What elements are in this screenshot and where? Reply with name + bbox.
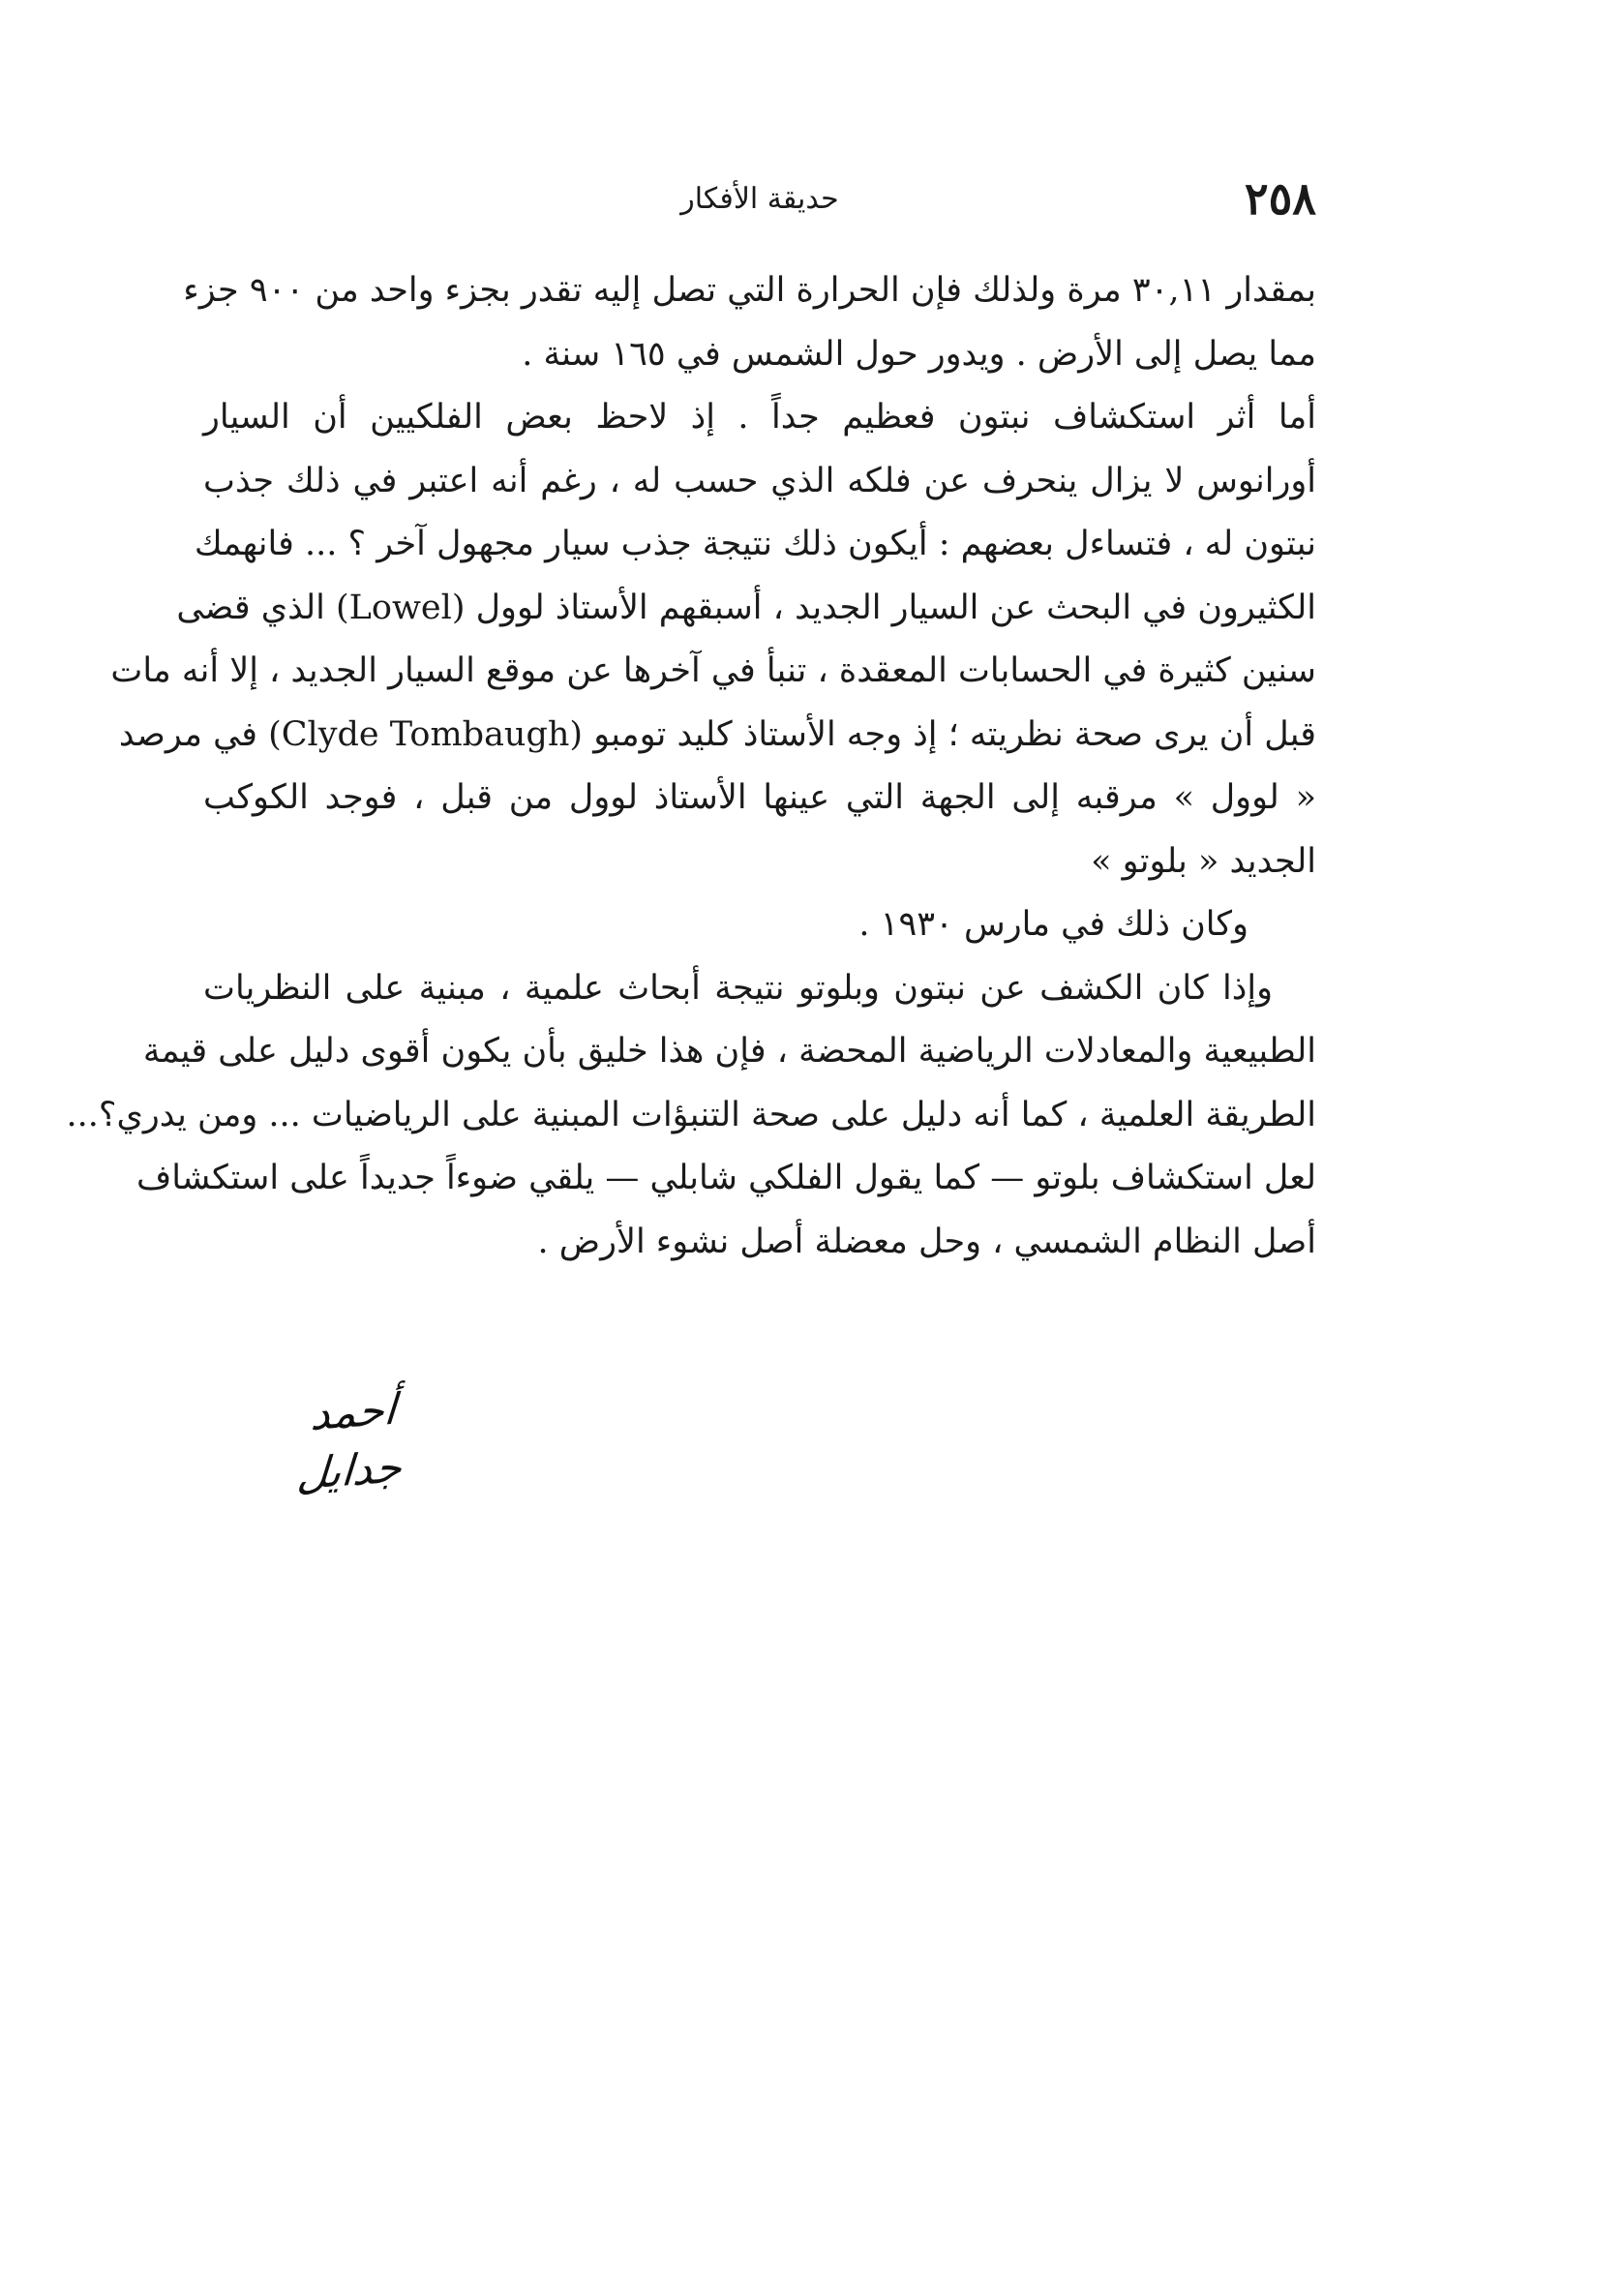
body-line-14: الطريقة العلمية ، كما أنه دليل على صحة التنبؤات المبنية على الرياضيات ... ومن يدري؟... xyxy=(66,1095,1316,1134)
page-header xyxy=(203,165,1316,232)
body-line-6: الكثيرون في البحث عن السيار الجديد ، أسبقهم الأستاذ لوول (Lowel) الذي قضى xyxy=(176,588,1316,627)
page-number: ٢٥٨ xyxy=(1244,172,1316,225)
body-line-8: قبل أن يرى صحة نظريته ؛ إذ وجه الأستاذ كليد تومبو (Clyde Tombaugh) في مرصد xyxy=(118,714,1316,754)
body-line-16: أصل النظام الشمسي ، وحل معضلة أصل نشوء الأرض . xyxy=(537,1222,1316,1261)
body-line-12: وإذا كان الكشف عن نبتون وبلوتو نتيجة أبحاث علمية ، مبنية على النظريات xyxy=(203,968,1273,1008)
body-line-2: مما يصل إلى الأرض . ويدور حول الشمس في ١٦٥ سنة . xyxy=(522,334,1316,374)
body-line-9: « لوول » مرقبه إلى الجهة التي عينها الأستاذ لوول من قبل ، فوجد الكوكب xyxy=(203,778,1316,817)
body-line-5: نبتون له ، فتساءل بعضهم : أيكون ذلك نتيجة جذب سيار مجهول آخر ؟ ... فانهمك xyxy=(194,525,1316,563)
body-line-1: بمقدار ٣٠,١١ مرة ولذلك فإن الحرارة التي تصل إليه تقدر بجزء واحد من ٩٠٠ جزء xyxy=(183,271,1316,310)
body-line-13: الطبيعية والمعادلات الرياضية المحضة ، فإن هذا خليق بأن يكون أقوى دليل على قيمة xyxy=(142,1032,1316,1071)
body-line-11: وكان ذلك في مارس ١٩٣٠ . xyxy=(858,905,1248,944)
body-line-7: سنين كثيرة في الحسابات المعقدة ، تنبأ في آخرها عن موقع السيار الجديد ، إلا أنه مات xyxy=(110,651,1316,690)
body-line-10: الجديد « بلوتو » xyxy=(1091,841,1316,881)
article-body xyxy=(66,259,1316,1274)
body-line-15: لعل استكشاف بلوتو — كما يقول الفلكي شابلي — يلقي ضوءاً جديداً على استكشاف xyxy=(135,1159,1316,1197)
body-line-3: أما أثر استكشاف نبتون فعظيم جداً . إذ لاحظ بعض الفلكيين أن السيار xyxy=(203,398,1316,437)
author-signature xyxy=(255,1384,448,1500)
signature-text: أحمد جدايل xyxy=(295,1384,404,1500)
body-line-4: أورانوس لا يزال ينحرف عن فلكه الذي حسب له ، رغم أنه اعتبر في ذلك جذب xyxy=(203,461,1316,500)
running-title: حديقة الأفكار xyxy=(680,182,839,216)
